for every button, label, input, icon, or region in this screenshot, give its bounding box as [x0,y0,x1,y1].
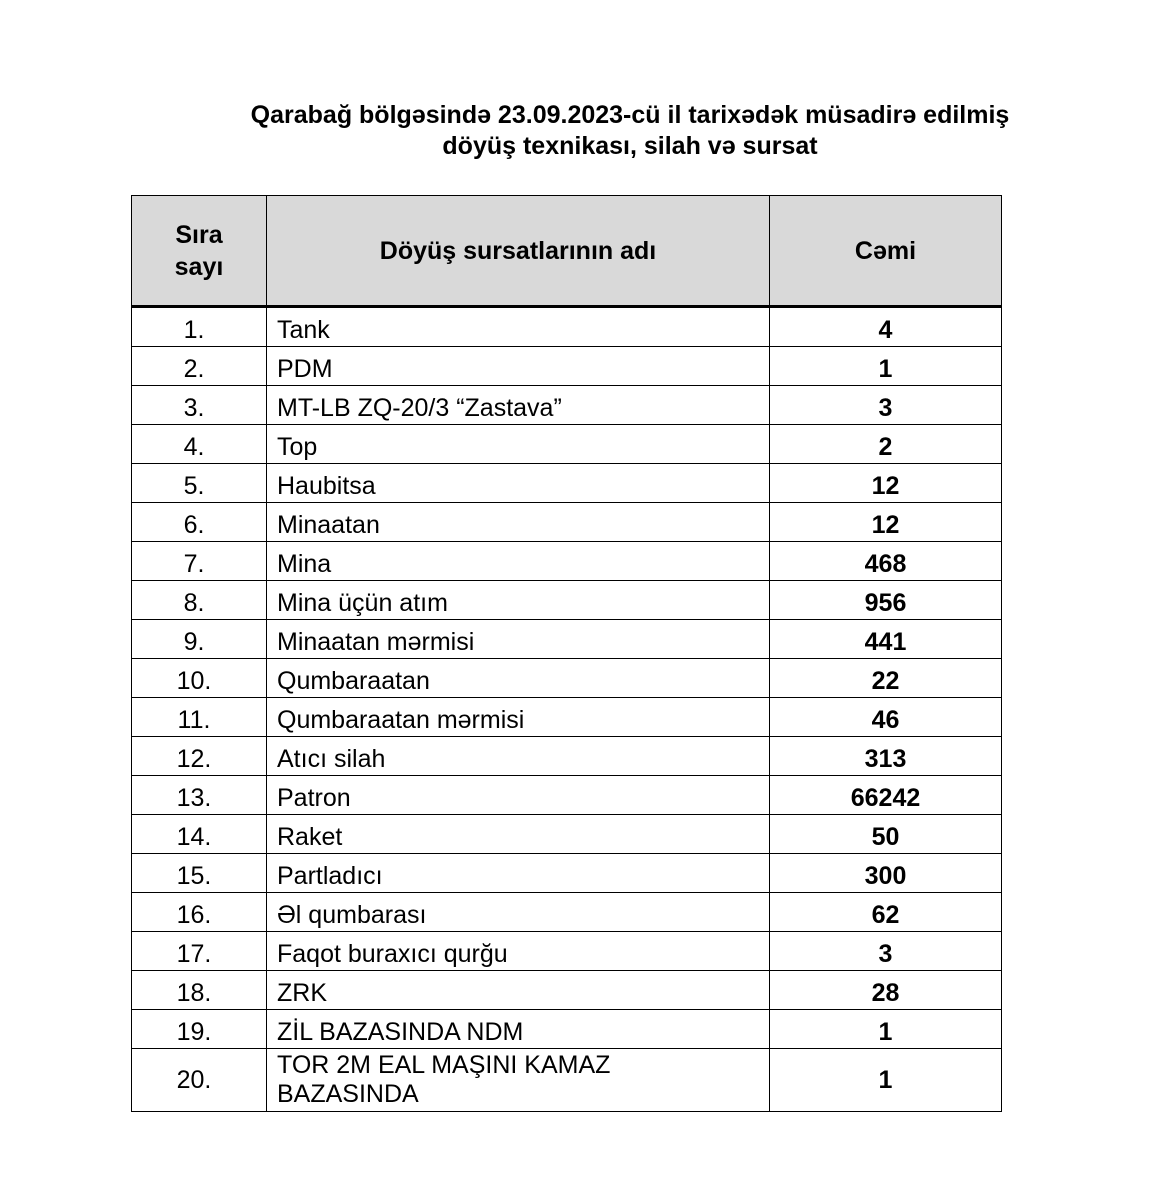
row-total: 3 [770,386,1002,425]
table-body [132,307,1002,1112]
row-total: 50 [770,815,1002,854]
header-index [132,196,267,307]
row-total: 12 [770,464,1002,503]
row-number: 18. [132,971,267,1010]
row-total: 4 [770,307,1002,347]
row-name: Faqot buraxıcı qurğu [267,932,770,971]
table-row [132,893,1002,932]
munitions-table [131,195,1002,1112]
row-name: Qumbaraatan mərmisi [267,698,770,737]
table-row [132,347,1002,386]
table-row [132,581,1002,620]
row-name: Minaatan [267,503,770,542]
header-index-line-2: sayı [174,252,224,281]
row-number: 11. [132,698,267,737]
row-name: Qumbaraatan [267,659,770,698]
table-row [132,971,1002,1010]
row-total: 300 [770,854,1002,893]
row-total: 3 [770,932,1002,971]
row-number: 8. [132,581,267,620]
row-number: 19. [132,1010,267,1049]
row-total: 1 [770,1010,1002,1049]
row-number: 4. [132,425,267,464]
row-number: 12. [132,737,267,776]
table-row [132,815,1002,854]
row-number: 3. [132,386,267,425]
table-row [132,1010,1002,1049]
row-number: 6. [132,503,267,542]
row-number: 15. [132,854,267,893]
row-number: 5. [132,464,267,503]
table-row [132,659,1002,698]
row-name [267,1049,770,1112]
table-row [132,542,1002,581]
row-total: 12 [770,503,1002,542]
row-name: Patron [267,776,770,815]
row-total: 66242 [770,776,1002,815]
row-name: Atıcı silah [267,737,770,776]
row-total: 28 [770,971,1002,1010]
row-name: Əl qumbarası [267,893,770,932]
table-row [132,854,1002,893]
row-name: MT-LB ZQ-20/3 “Zastava” [267,386,770,425]
row-total: 46 [770,698,1002,737]
table-row [132,464,1002,503]
table-row [132,425,1002,464]
document-title [190,100,1070,162]
row-number: 20. [132,1049,267,1112]
row-number: 14. [132,815,267,854]
table-row [132,386,1002,425]
row-number: 13. [132,776,267,815]
row-number: 9. [132,620,267,659]
row-name-line-2: BAZASINDA [277,1080,419,1108]
title-line-2: döyüş texnikası, silah və sursat [442,132,818,160]
row-total: 313 [770,737,1002,776]
row-total: 441 [770,620,1002,659]
header-index-line-1: Sıra [175,220,223,249]
table-row [132,620,1002,659]
row-total: 956 [770,581,1002,620]
header-total: Cəmi [770,196,1002,307]
row-name: Partladıcı [267,854,770,893]
row-name: Mina [267,542,770,581]
row-total: 1 [770,1049,1002,1112]
table-row [132,932,1002,971]
row-number: 17. [132,932,267,971]
title-line-1: Qarabağ bölgəsində 23.09.2023-cü il tarixədək müsadirə edilmiş [250,101,1010,129]
row-number: 7. [132,542,267,581]
row-name: Mina üçün atım [267,581,770,620]
table-header [132,196,1002,307]
table-row [132,1049,1002,1112]
row-total: 468 [770,542,1002,581]
row-name: Tank [267,307,770,347]
row-total: 1 [770,347,1002,386]
table-row [132,503,1002,542]
row-name-line-1: TOR 2M EAL MAŞINI KAMAZ [277,1051,611,1079]
table-row [132,776,1002,815]
row-name: Minaatan mərmisi [267,620,770,659]
row-total: 62 [770,893,1002,932]
table-row [132,737,1002,776]
row-name: ZRK [267,971,770,1010]
header-row [132,196,1002,307]
row-number: 10. [132,659,267,698]
row-name: ZİL BAZASINDA NDM [267,1010,770,1049]
table-row [132,698,1002,737]
row-name: Top [267,425,770,464]
row-number: 1. [132,307,267,347]
row-name: PDM [267,347,770,386]
row-name: Raket [267,815,770,854]
row-name: Haubitsa [267,464,770,503]
row-total: 22 [770,659,1002,698]
row-total: 2 [770,425,1002,464]
row-number: 2. [132,347,267,386]
header-name: Döyüş sursatlarının adı [267,196,770,307]
row-number: 16. [132,893,267,932]
table-row [132,307,1002,347]
